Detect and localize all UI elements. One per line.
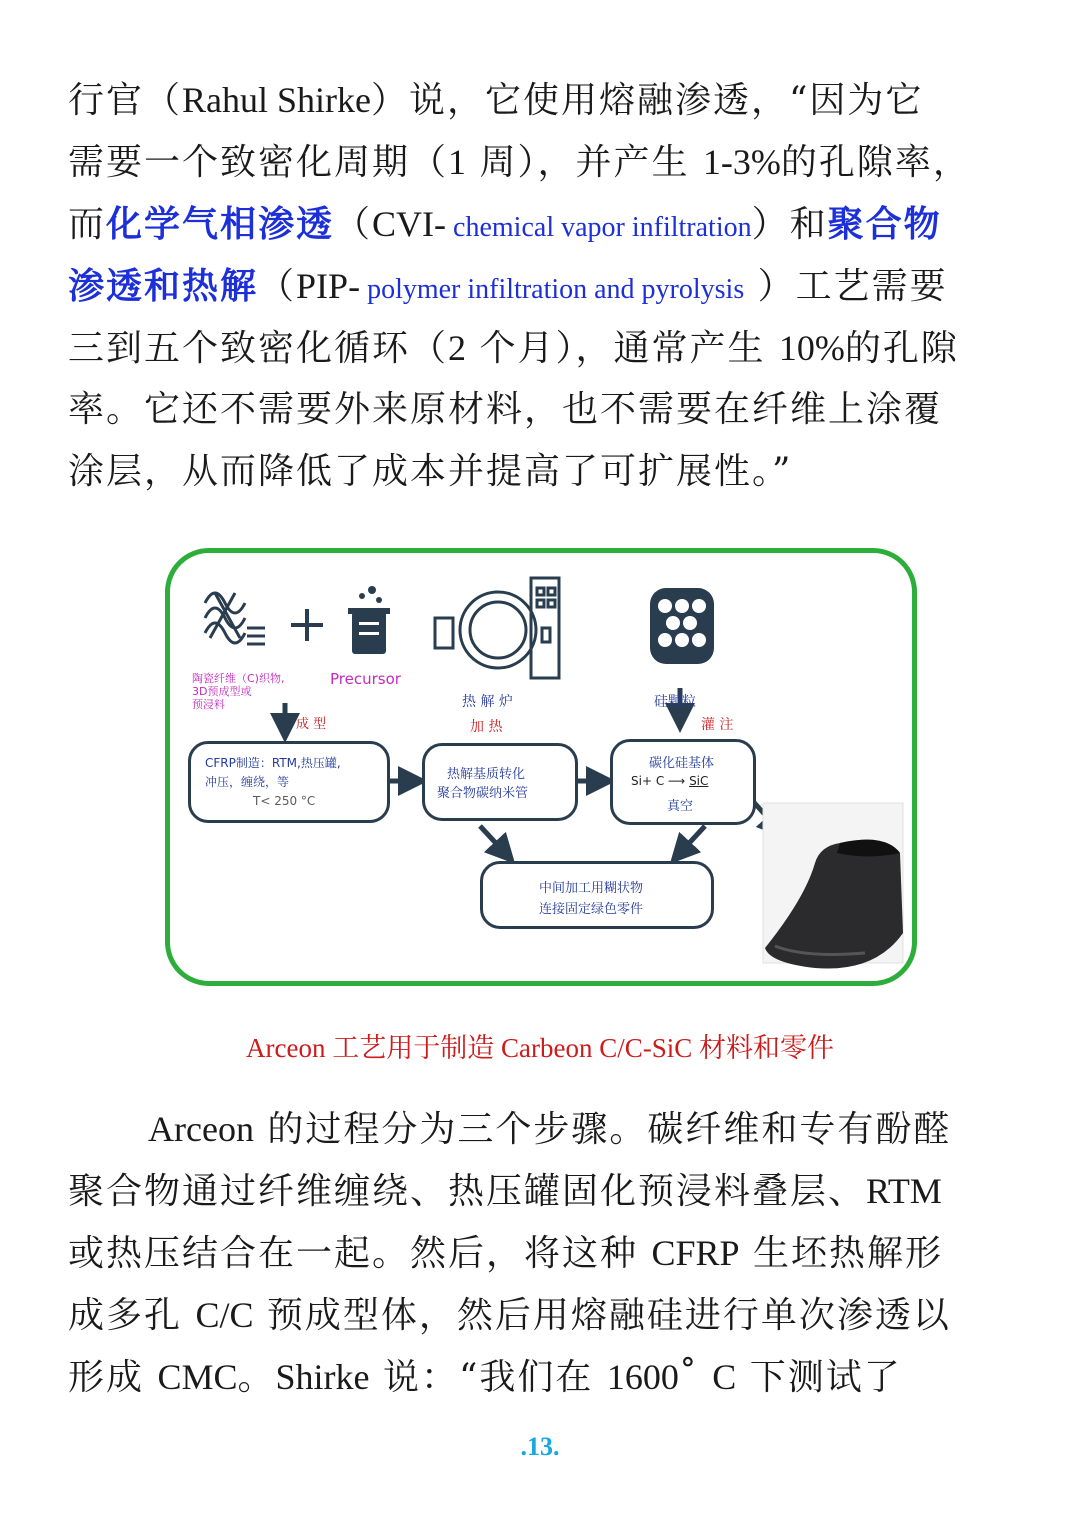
reaction-arrow-icon: ⟶: [668, 774, 690, 788]
process-figure: [165, 548, 917, 986]
text-line: 需要一个致密化周期（1 周），并产生 1-3%的孔隙率，: [68, 142, 971, 183]
highlight-term: 化学气相渗透: [106, 203, 335, 245]
text-line: 率。它还不需要外来原材料，也不需要在纤维上涂覆: [68, 389, 943, 430]
highlight-term: 聚合物: [827, 203, 942, 245]
text-line: 形成 CMC。Shirke 说：“我们在 1600˚ C 下测试了: [68, 1357, 902, 1398]
silicon-granule-icon: [650, 588, 714, 664]
form-label: 成 型: [296, 717, 327, 732]
figure-caption: Arceon 工艺用于制造 Carbeon C/C-SiC 材料和零件: [246, 1033, 834, 1063]
pour-label: 灌 注: [701, 717, 734, 733]
fabric-label: 陶瓷纤维（C)织物, 3D预成型或 预浸料: [192, 672, 285, 711]
fabric-icon: [205, 593, 265, 644]
plus-icon: [291, 609, 323, 641]
process-box-paste: 中间加工用糊状物 连接固定绿色零件: [480, 861, 714, 929]
text-line: 行官（Rahul Shirke）说，它使用熔融渗透，“因为它: [68, 80, 924, 121]
beaker-icon: [348, 586, 390, 654]
text-line: 成多孔 C/C 预成型体，然后用熔融硅进行单次渗透以: [68, 1295, 951, 1336]
text-line: 聚合物通过纤维缠绕、热压罐固化预浸料叠层、RTM: [68, 1171, 942, 1212]
heat-label: 加 热: [470, 719, 503, 735]
process-box-sic: 碳化硅基体 Si+ C ⟶ SiC 真空: [610, 739, 756, 825]
text-line: 或热压结合在一起。然后，将这种 CFRP 生坯热解形: [68, 1233, 943, 1274]
page-number: .13.: [520, 1432, 560, 1461]
process-box-pyrolysis: 热解基质转化 聚合物碳纳米管: [422, 743, 578, 821]
precursor-label: Precursor: [330, 670, 401, 688]
text-line: Arceon 的过程分为三个步骤。碳纤维和专有酚醛: [148, 1109, 952, 1150]
furnace-icon: [435, 578, 559, 678]
process-box-cfrp: CFRP制造：RTM,热压罐, 冲压，缠绕，等 T< 250 °C: [188, 741, 390, 823]
granule-label: 硅颗粒: [654, 694, 696, 710]
text-line: 三到五个致密化循环（2 个月），通常产生 10%的孔隙: [68, 328, 959, 369]
term-english: polymer infiltration and pyrolysis: [360, 274, 745, 305]
term-english: chemical vapor infiltration: [446, 212, 752, 243]
highlight-term: 渗透和热解: [68, 265, 259, 307]
text-line: 渗透和热解（PIP- polymer infiltration and pyrolysis ）工艺需要: [68, 265, 948, 307]
furnace-label: 热 解 炉: [462, 694, 513, 710]
carbeon-part-image: [763, 803, 903, 969]
text-line: 涂层，从而降低了成本并提高了可扩展性。”: [68, 451, 793, 492]
text-line: 而化学气相渗透（CVI- chemical vapor infiltration）和聚合物: [68, 203, 942, 245]
